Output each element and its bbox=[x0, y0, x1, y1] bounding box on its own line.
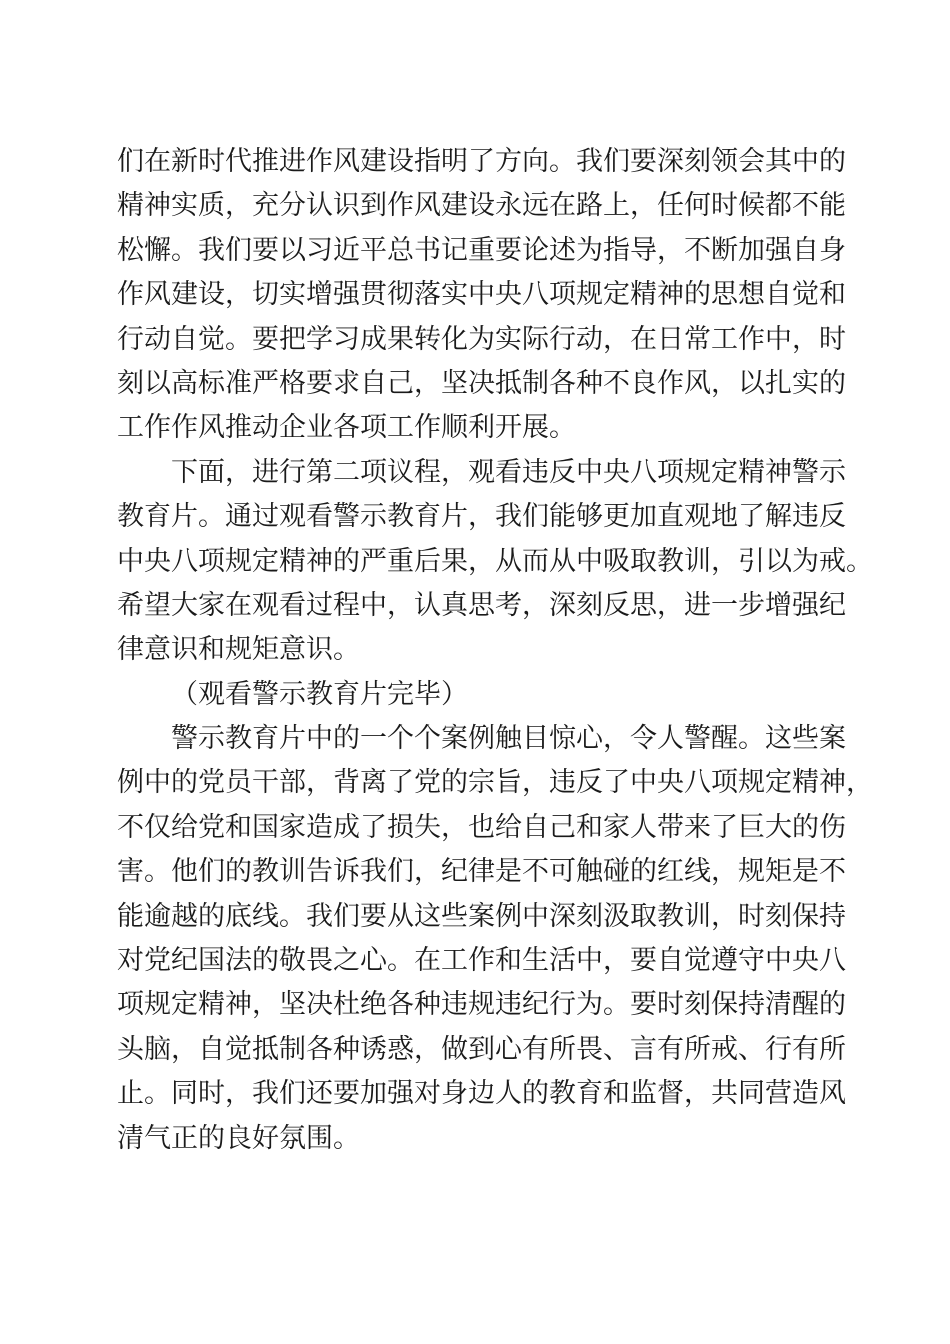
text-line: 行动自觉。要把学习成果转化为实际行动，在日常工作中，时 bbox=[117, 323, 846, 355]
document-body bbox=[117, 140, 873, 1161]
text-line: 害。他们的教训告诉我们，纪律是不可触碰的红线，规矩是不 bbox=[117, 856, 846, 888]
text-line: 止。同时，我们还要加强对身边人的教育和监督，共同营造风 bbox=[117, 1078, 846, 1110]
text-line: 不仅给党和国家造成了损失，也给自己和家人带来了巨大的伤 bbox=[117, 811, 846, 843]
text-line: 刻以高标准严格要求自己，坚决抵制各种不良作风，以扎实的 bbox=[117, 367, 846, 399]
text-line: 们在新时代推进作风建设指明了方向。我们要深刻领会其中的 bbox=[117, 146, 846, 177]
text-line: 项规定精神，坚决杜绝各种违规违纪行为。要时刻保持清醒的 bbox=[117, 989, 846, 1021]
paragraph-2 bbox=[117, 451, 873, 673]
text-line: 教育片。通过观看警示教育片，我们能够更加直观地了解违反 bbox=[117, 501, 846, 533]
text-line: 对党纪国法的敬畏之心。在工作和生活中，要自觉遵守中央八 bbox=[117, 945, 846, 977]
text-line: （观看警示教育片完毕） bbox=[171, 678, 468, 710]
text-line: 松懈。我们要以习近平总书记重要论述为指导，不断加强自身 bbox=[117, 234, 846, 266]
text-line: 精神实质，充分认识到作风建设永远在路上，任何时候都不能 bbox=[117, 190, 846, 222]
text-line: 清气正的良好氛围。 bbox=[117, 1122, 360, 1154]
text-line: 工作作风推动企业各项工作顺利开展。 bbox=[117, 412, 576, 444]
text-line: 头脑，自觉抵制各种诱惑，做到心有所畏、言有所戒、行有所 bbox=[117, 1033, 846, 1065]
text-line: 作风建设，切实增强贯彻落实中央八项规定精神的思想自觉和 bbox=[117, 279, 846, 311]
text-line: 律意识和规矩意识。 bbox=[117, 634, 360, 666]
text-line: 能逾越的底线。我们要从这些案例中深刻汲取教训，时刻保持 bbox=[117, 900, 846, 932]
text-line: 例中的党员干部，背离了党的宗旨，违反了中央八项规定精神， bbox=[117, 767, 873, 799]
text-line: 希望大家在观看过程中，认真思考，深刻反思，进一步增强纪 bbox=[117, 589, 846, 621]
text-line: 警示教育片中的一个个案例触目惊心，令人警醒。这些案 bbox=[171, 723, 846, 755]
text-line: 中央八项规定精神的严重后果，从而从中吸取教训，引以为戒。 bbox=[117, 545, 873, 577]
text-line: 下面，进行第二项议程，观看违反中央八项规定精神警示 bbox=[171, 456, 846, 488]
paragraph-1 bbox=[117, 140, 846, 451]
paragraph-4 bbox=[117, 717, 873, 1161]
paragraph-3-stage-direction bbox=[117, 673, 833, 717]
